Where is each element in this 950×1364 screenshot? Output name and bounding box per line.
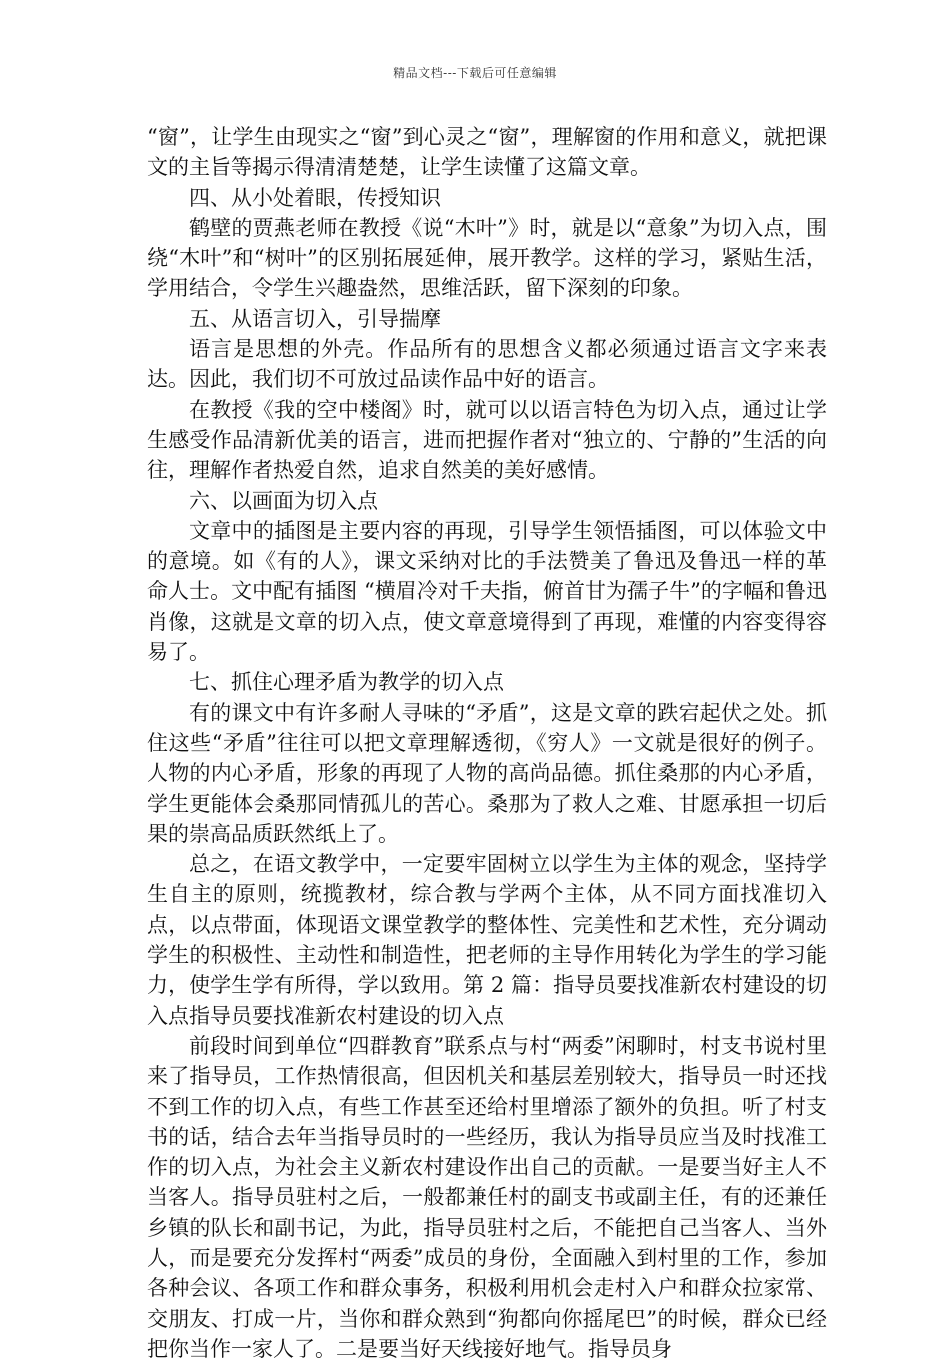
paragraph: 文章中的插图是主要内容的再现，引导学生领悟插图，可以体验文中的意境。如《有的人》，课文采纳对比的手法赞美了鲁迅及鲁迅一样的革命人士。文中配有插图 “横眉冷对千夫指，俯首甘为孺子牛”的字幅和鲁迅肖像，这就是文章的切入点，使文章意境得到了再现，难懂的内容变得容易了。 <box>147 518 827 665</box>
document-body <box>147 122 827 1364</box>
section-heading-7: 七、抓住心理矛盾为教学的切入点 <box>189 670 504 695</box>
paragraph-continuation: “窗”，让学生由现实之“窗”到心灵之“窗”，理解窗的作用和意义，就把课文的主旨等揭示得清清楚楚，让学生读懂了这篇文章。 <box>147 125 827 180</box>
paragraph: 语言是思想的外壳。作品所有的思想含义都必须通过语言文字来表达。因此，我们切不可放过品读作品中好的语言。 <box>147 337 827 392</box>
paragraph: 前段时间到单位“四群教育”联系点与村“两委”闲聊时，村支书说村里来了指导员，工作热情很高，但因机关和基层差别较大，指导员一时还找不到工作的切入点，有些工作甚至还给村里增添了额外的负担。听了村支书的话，结合去年当指导员时的一些经历，我认为指导员应当及时找准工作的切入点，为社会主义新农村建设作出自己的贡献。一是要当好主人不当客人。指导员驻村之后，一般都兼任村的副支书或副主任，有的还兼任乡镇的队长和副书记，为此，指导员驻村之后，不能把自己当客人、当外人，而是要充分发挥村“两委”成员的身份，全面融入到村里的工作，参加各种会议、各项工作和群众事务，积极利用机会走村入户和群众拉家常、交朋友、打成一片，当你和群众熟到“狗都向你摇尾巴”的时候，群众已经把你当作一家人了。二是要当好天线接好地气。指导员身 <box>147 1033 827 1361</box>
paragraph: 有的课文中有许多耐人寻味的“矛盾”，这是文章的跌宕起伏之处。抓住这些“矛盾”往往可以把文章理解透彻，《穷人》一文就是很好的例子。人物的内心矛盾，形象的再现了人物的高尚品德。抓住桑那的内心矛盾，学生更能体会桑那同情孤儿的苦心。桑那为了救人之难、甘愿承担一切后果的崇高品质跃然纸上了。 <box>147 700 827 846</box>
paragraph: 在教授《我的空中楼阁》时，就可以以语言特色为切入点，通过让学生感受作品清新优美的语言，进而把握作者对“独立的、宁静的”生活的向往，理解作者热爱自然，追求自然美的美好感情。 <box>147 397 827 483</box>
section-heading-4: 四、从小处着眼，传授知识 <box>189 185 441 210</box>
section-heading-6: 六、以画面为切入点 <box>189 488 378 513</box>
section-heading-5: 五、从语言切入，引导揣摩 <box>189 306 441 331</box>
page-header: 精品文档---下载后可任意编辑 <box>393 66 557 80</box>
paragraph-summary: 总之，在语文教学中，一定要牢固树立以学生为主体的观念，坚持学生自主的原则，统揽教材，综合教与学两个主体，从不同方面找准切入点，以点带面，体现语文课堂教学的整体性、完美性和艺术性，充分调动学生的积极性、主动性和制造性，把老师的主导作用转化为学生的学习能力，使学生学有所得，学以致用。第 2 篇：指导员要找准新农村建设的切入点指导员要找准新农村建设的切入点 <box>147 852 827 1028</box>
paragraph: 鹤壁的贾燕老师在教授《说“木叶”》时，就是以“意象”为切入点，围绕“木叶”和“树叶”的区别拓展延伸，展开教学。这样的学习，紧贴生活，学用结合，令学生兴趣盎然，思维活跃，留下深刻的印象。 <box>147 215 827 301</box>
